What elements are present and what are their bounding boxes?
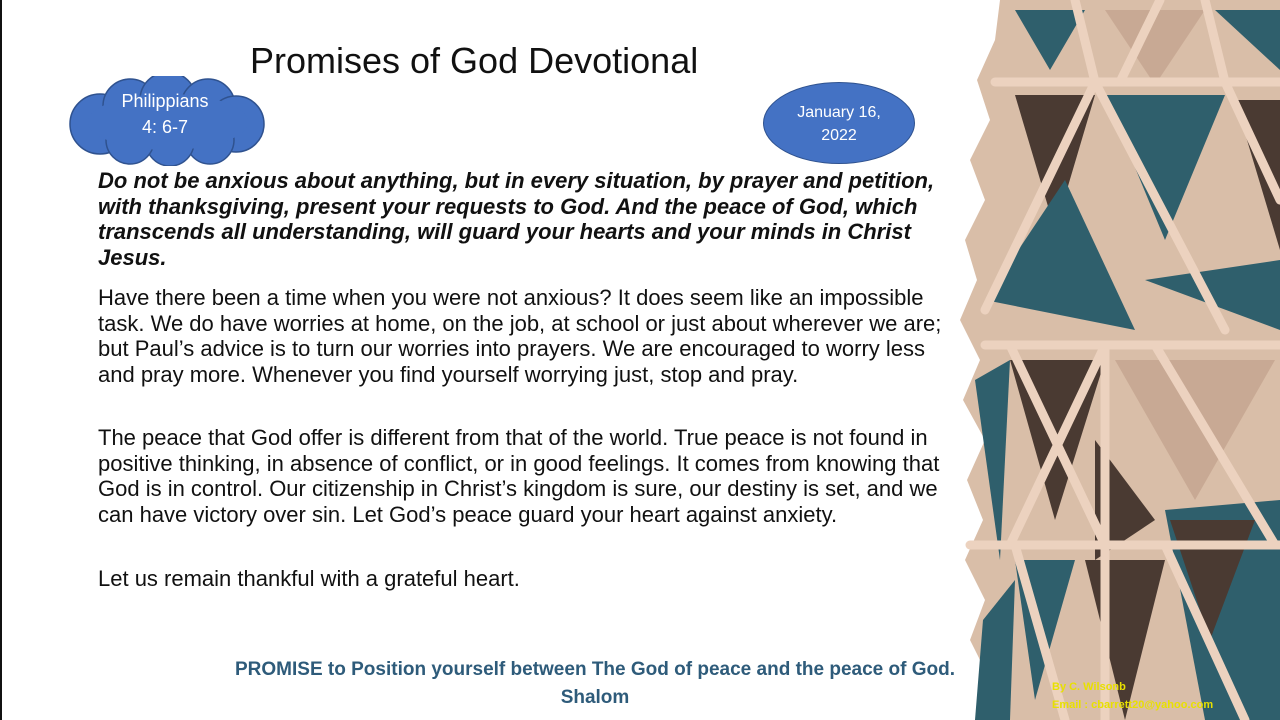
author-email: Email : cbarrett20@yahoo.com: [1052, 699, 1214, 711]
scripture-book: Philippians: [121, 91, 209, 111]
date-line-2: 2022: [821, 127, 857, 144]
slide-title: Promises of God Devotional: [250, 40, 699, 81]
paragraph-2: The peace that God offer is different from that of the world. True peace is not found in positive thinking, in absence of conflict, or in good feelings. It comes from knowing that God is in control. Our citizenship in Christ’s kingdom is sure, our destiny is set, and we can have victory over sin. Let God’s peace guard your heart against anxiety.: [98, 425, 940, 527]
stained-glass-artwork: [955, 0, 1280, 720]
scripture-reference: [70, 88, 260, 140]
paragraph-3: Let us remain thankful with a grateful heart.: [98, 566, 520, 591]
scripture-verse: Do not be anxious about anything, but in every situation, by prayer and petition, with thanksgiving, present your requests to God. And the peace of God, which transcends all understanding, will guard your hearts and your minds in Christ Jesus.: [98, 168, 935, 270]
date-label: [763, 101, 915, 147]
scripture-verses: 4: 6-7: [141, 117, 189, 137]
left-border-line: [0, 0, 2, 720]
author-credit: By C. Wilsonb: [1052, 681, 1126, 693]
date-line-1: January 16,: [797, 104, 881, 121]
credit-block: [1052, 678, 1213, 714]
promise-statement: PROMISE to Position yourself between The God of peace and the peace of God. Shalom: [235, 659, 955, 708]
paragraph-1: Have there been a time when you were not anxious? It does seem like an impossible task. We do have worries at home, on the job, at school or just about wherever we are; but Paul’s advice is to turn our worries into prayers. We are encouraged to worry less and pray more. Whenever you find yourself worrying just, stop and pray.: [98, 285, 942, 387]
